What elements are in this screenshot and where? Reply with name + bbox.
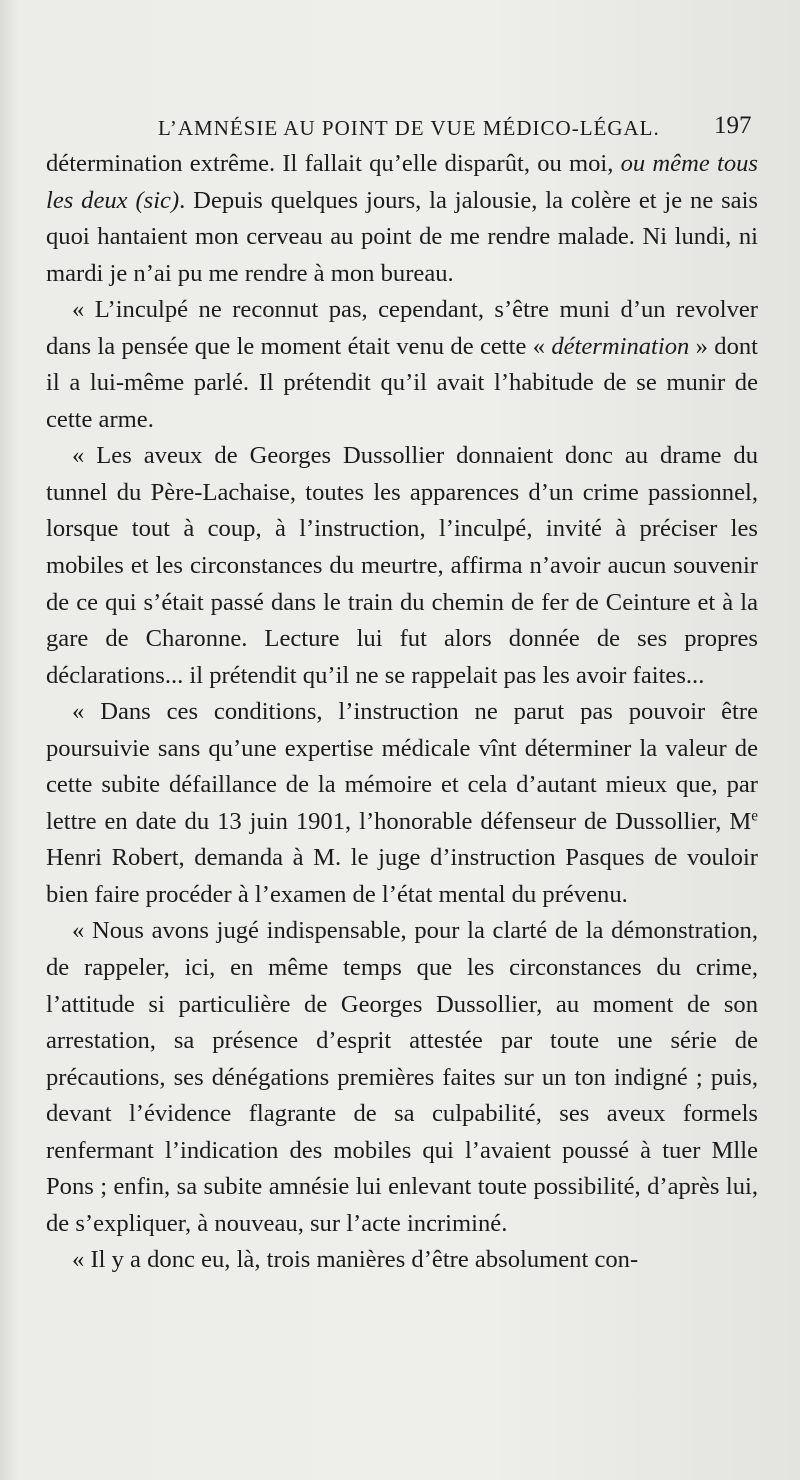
paragraph: « Il y a donc eu, là, trois manières d’être absolument con- [72, 1246, 639, 1274]
paragraph-text: » dont il a lui-même parlé. Il prétendit qu’il avait l’habitude de se munir de cette arme. [46, 332, 758, 433]
paragraph [46, 292, 758, 438]
paragraph [46, 694, 758, 913]
paragraph-text: Henri Robert, demanda à M. le juge d’instruction Pasques de vouloir bien faire procéder à l’examen de l’état mental du prévenu. [46, 844, 758, 908]
italic-quote: ou même tous les deux (sic) [46, 150, 758, 214]
page-number: 197 [714, 112, 752, 139]
paragraph-text: . Depuis quelques jours, la jalousie, la colère et je ne sais quoi hantaient mon cerveau au point de me rendre malade. Ni lundi, ni mardi je n’ai pu me rendre à mon bureau. [46, 186, 758, 287]
italic-word: détermination [551, 332, 690, 360]
paragraph: « Les aveux de Georges Dussollier donnaient donc au drame du tunnel du Père-Lachaise, toutes les apparences d’un crime passionnel, lorsque tout à coup, à l’instruction, l’inculpé, invité à préciser les mobiles et les circonstances du meurtre, affirma n’avoir aucun souvenir de ce qui s’était passé dans le train du chemin de fer de Ceinture et à la gare de Charonne. Lecture lui fut alors donnée de ses propres déclarations... il prétendit qu’il ne se rappelait pas les avoir faites... [46, 442, 758, 689]
running-head: L’AMNÉSIE AU POINT DE VUE MÉDICO-LÉGAL. [158, 116, 660, 140]
page-header [0, 108, 800, 148]
paragraph: « Nous avons jugé indispensable, pour la clarté de la démonstration, de rappeler, ici, en même temps que les circonstances du crime, l’attitude si particulière de Georges Dussollier, au moment de son arrestation, sa présence d’esprit attestée par toute une série de précautions, ses dénégations premières faites sur un ton indigné ; puis, devant l’évidence flagrante de sa culpabilité, ses aveux formels renfermant l’indication des mobiles qui l’avaient poussé à tuer Mlle Pons ; enfin, sa subite amnésie lui enlevant toute possibilité, d’après lui, de s’expliquer, à nouveau, sur l’acte incriminé. [46, 917, 758, 1237]
paragraph-text: détermination extrême. Il fallait qu’elle disparût, ou moi, [46, 150, 621, 177]
body-text [46, 146, 758, 1279]
paragraph-text: « L’inculpé ne reconnut pas, cependant, s’être muni d’un revolver dans la pensée que le moment était venu de cette « [46, 296, 758, 360]
superscript: e [751, 807, 758, 825]
paragraph-continued [46, 146, 758, 292]
paragraph-text: « Dans ces conditions, l’instruction ne parut pas pouvoir être poursuivie sans qu’une expertise médicale vînt déterminer la valeur de cette subite défaillance de la mémoire et cela d’autant mieux que, par lettre en date du 13 juin 1901, l’honorable défenseur de Dussollier, M [46, 698, 758, 835]
